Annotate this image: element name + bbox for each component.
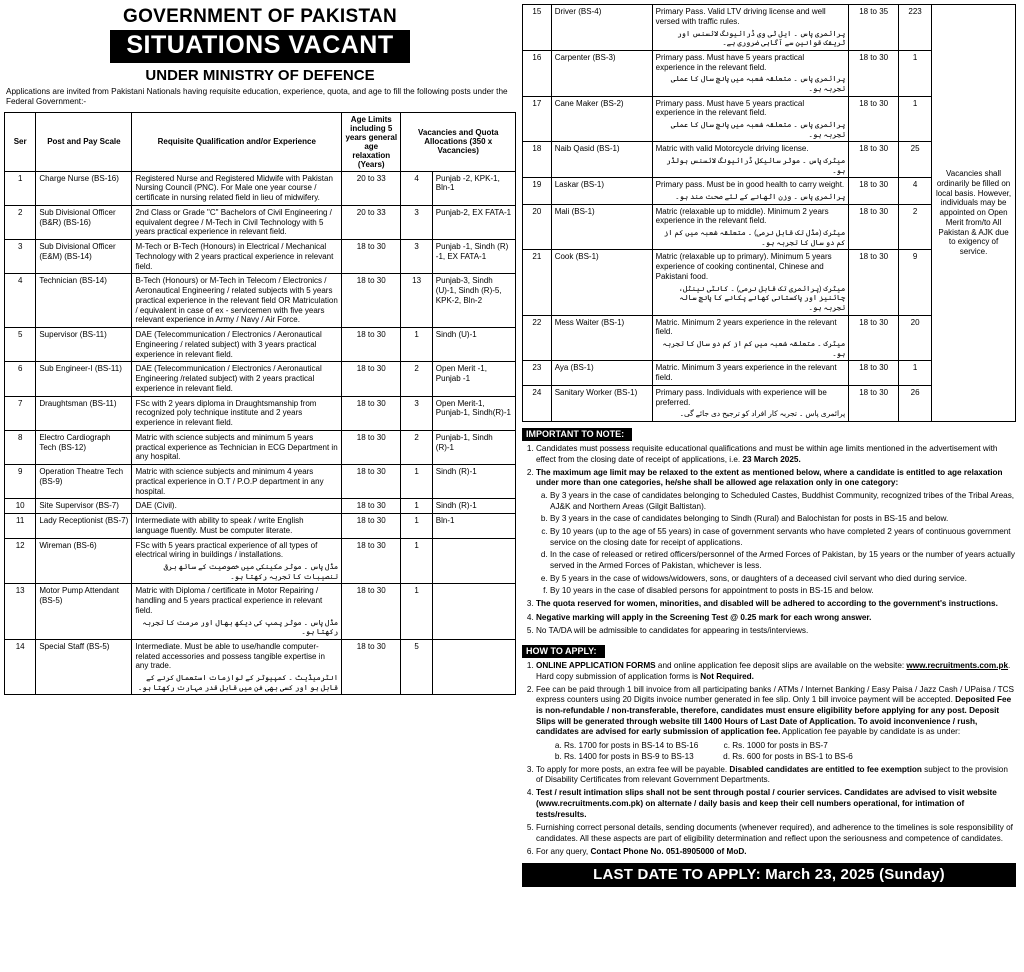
important-item-5: 5. No TA/DA will be admissible to candidates for appearing in tests/interviews. (536, 626, 1016, 637)
cell-vacancies: 26 (899, 385, 932, 421)
important-heading: IMPORTANT TO NOTE: (522, 428, 632, 441)
apply-item-3: 3. To apply for more posts, an extra fee will be payable. Disabled candidates are entitled to fee exemption subject to the provision of Disability Certificates from relevant Government Departments. (536, 765, 1016, 786)
cell-age: 18 to 30 (342, 274, 401, 328)
cell-age: 18 to 30 (342, 240, 401, 274)
cell-ser: 9 (5, 465, 36, 499)
cell-post: Charge Nurse (BS-16) (36, 171, 132, 205)
cell-quota: Open Merit -1, Punjab -1 (432, 362, 515, 396)
cell-ser: 8 (5, 430, 36, 464)
cell-age: 18 to 30 (342, 396, 401, 430)
apply-item-1: 1. ONLINE APPLICATION FORMS and online application fee deposit slips are available on the website: www.recruitments.com.pk. Hard copy submission of application forms is Not Required. (536, 661, 1016, 682)
cell-vacancies: 1 (401, 584, 432, 640)
cell-req: M-Tech or B-Tech (Honours) in Electrical / Mechanical Technology with 2 years practical experience in relevant field. (132, 240, 342, 274)
last-date-banner: LAST DATE TO APPLY: March 23, 2025 (Sunday) (522, 863, 1016, 887)
cell-ser: 2 (5, 205, 36, 239)
cell-req: Matric with science subjects and minimum 5 years practical experience as Technician in ECG Department in any hospital. (132, 430, 342, 464)
cell-req-urdu: پرائمری پاس ۔ متعلقہ شعبہ میں پانچ سال کا عملی تجربہ ہو۔ (670, 120, 846, 139)
cell-req: Matric (relaxable up to middle). Minimum 2 years experience in the relevant field. میٹرک (مڈل تک قابل نرمی) ۔ متعلقہ شعبہ میں کم از کم دو سال کا تجربہ ہو۔ (652, 204, 849, 250)
cell-ser: 19 (523, 178, 552, 204)
cell-ser: 13 (5, 584, 36, 640)
cell-ser: 11 (5, 514, 36, 539)
cell-post: Laskar (BS-1) (551, 178, 652, 204)
fee-list-right (732, 740, 853, 762)
cell-age: 18 to 30 (342, 465, 401, 499)
cell-ser: 12 (5, 538, 36, 584)
fee-table (552, 740, 1016, 762)
cell-req-urdu: پرائمری پاس ۔ تجربہ کار افراد کو ترجیح دی جائے گی۔ (679, 409, 846, 419)
cell-req-urdu: پرائمری پاس ۔ وزن اٹھانے کے لئے صحت مند ہو۔ (675, 192, 846, 201)
cell-post: Lady Receptionist (BS-7) (36, 514, 132, 539)
fee-a: a. Rs. 1700 for posts in BS-14 to BS-16 (564, 740, 698, 751)
cell-vacancies: 1 (899, 96, 932, 142)
cell-post: Technician (BS-14) (36, 274, 132, 328)
cell-post: Site Supervisor (BS-7) (36, 499, 132, 514)
table-header-row (5, 112, 516, 171)
posts-table-right (522, 4, 1016, 422)
situations-vacant-banner: SITUATIONS VACANT (110, 30, 409, 63)
cell-req: DAE (Telecommunication / Electronics / Aeronautical Engineering / related subject) with 3 years practical experience in relevant field. (132, 328, 342, 362)
cell-quota: Punjab-1, Sindh (R)-1 (432, 430, 515, 464)
document-header (4, 6, 516, 84)
cell-vacancies: 3 (401, 205, 432, 239)
table-row (5, 514, 516, 539)
cell-req: Primary pass. Individuals with experience will be preferred. پرائمری پاس ۔ تجربہ کار افراد کو ترجیح دی جائے گی۔ (652, 385, 849, 421)
cell-req: Intermediate with ability to speak / write English language fluently. Must be computer literate. (132, 514, 342, 539)
table-row (5, 584, 516, 640)
cell-post: Motor Pump Attendant (BS-5) (36, 584, 132, 640)
important-list (536, 444, 1016, 637)
cell-age: 18 to 30 (849, 315, 899, 361)
table-row (5, 538, 516, 584)
cell-ser: 20 (523, 204, 552, 250)
cell-quota: Punjab -2, KPK-1, Bln-1 (432, 171, 515, 205)
cell-age: 20 to 33 (342, 205, 401, 239)
cell-quota: Punjab -1, Sindh (R) -1, EX FATA-1 (432, 240, 515, 274)
cell-req: B-Tech (Honours) or M-Tech in Telecom / Electronics / Aeronautical Engineering / related subjects with 5 years practical experience in the relevant field OR Matriculation / equivalent in case of ex - servicemen with five years relevant experience in Army / Navy / Air Force. (132, 274, 342, 328)
cell-post: Mali (BS-1) (551, 204, 652, 250)
cell-post: Mess Waiter (BS-1) (551, 315, 652, 361)
cell-ser: 22 (523, 315, 552, 361)
ministry-subtitle: UNDER MINISTRY OF DEFENCE (145, 67, 375, 84)
th-post: Post and Pay Scale (36, 112, 132, 171)
cell-age: 18 to 30 (849, 361, 899, 386)
cell-req: FSc with 5 years practical experience of all types of electrical wiring in buildings / installations. مڈل پاس ۔ موٹر مکینکی میں خصوصیت کے ساتھ برقی تنصیبات کا تجربہ رکھتا ہو۔ (132, 538, 342, 584)
apply-item-2: 2. Fee can be paid through 1 bill invoice from all participating banks / ATMs / Internet Banking / Easy Paisa / Jazz Cash / UPaisa / TCS express counters using 20 Digits invoice number generated in fee slip. Only 1 bill invoice payment will be accepted. Deposited Fee is non-refundable / non-transferable, therefore, candidates must ensure eligibility before applying for any post. Deposit Slips will be generated through website till 1400 Hours of Last Date of Application. To avoid inconvenience / rush, candidates are advised for early submission of application fee. Application fee payable by candidate is as under: a. Rs. 1700 for posts in BS-14 to BS-16 b. Rs. 1400 for posts in BS-9 to BS-13 c. Rs. 1000 for posts in BS-7 d. Rs. 600 for posts in BS-1 to BS-6 (536, 685, 1016, 762)
cell-post: Sub Engineer-I (BS-11) (36, 362, 132, 396)
cell-ser: 23 (523, 361, 552, 386)
cell-post: Sub Divisional Officer (E&M) (BS-14) (36, 240, 132, 274)
cell-ser: 14 (5, 639, 36, 695)
cell-vacancies: 1 (899, 361, 932, 386)
cell-vacancies: 1 (899, 50, 932, 96)
relax-e: e. By 5 years in the case of widows/widowers, sons, or daughters of a deceased civil servant who died during service. (550, 574, 1016, 585)
cell-ser: 17 (523, 96, 552, 142)
table-row (5, 274, 516, 328)
cell-age: 18 to 30 (342, 328, 401, 362)
relax-c: c. By 10 years (up to the age of 55 years) in case of government servants who have completed 2 years of continuous government service on the closing date for receipt of applications. (550, 527, 1016, 548)
cell-req: Primary pass. Must be in good health to carry weight. پرائمری پاس ۔ وزن اٹھانے کے لئے صحت مند ہو۔ (652, 178, 849, 204)
cell-req: 2nd Class or Grade "C" Bachelors of Civil Engineering / equivalent degree / M-Tech in Civil Technology with 5 years practical experience in relevant field. (132, 205, 342, 239)
cell-age: 18 to 35 (849, 5, 899, 51)
cell-req: DAE (Civil). (132, 499, 342, 514)
apply-item-4: 4. Test / result intimation slips shall not be sent through postal / courier services. Candidates are advised to visit website (www.recruitments.com.pk) on alternate / daily basis and keep their cell numbers operational, for intimation of tests/results. (536, 788, 1016, 820)
fee-list-left (564, 740, 698, 762)
th-req: Requisite Qualification and/or Experience (132, 112, 342, 171)
fee-d: d. Rs. 600 for posts in BS-1 to BS-6 (732, 751, 853, 762)
cell-vacancies: 1 (401, 328, 432, 362)
important-item-3: 3. The quota reserved for women, minorities, and disabled will be adhered to according to the government's instructions. (536, 599, 1016, 610)
cell-ser: 6 (5, 362, 36, 396)
relax-f: f. By 10 years in the case of disabled persons for appointment to posts in BS-15 and below. (550, 586, 1016, 597)
cell-age: 18 to 30 (342, 362, 401, 396)
table-row (5, 328, 516, 362)
cell-req-urdu: میٹرک (پرائمری تک قابل نرمی) ۔ کانٹی نینٹل، چائنیز اور پاکستانی کھانے پکانے کا پانچ سالہ تجربہ ہو۔ (678, 283, 846, 312)
cell-ser: 3 (5, 240, 36, 274)
cell-req: Registered Nurse and Registered Midwife with Pakistan Nursing Council (PNC). For Male one year course / certificate in nursing related field in lieu of midwifery. (132, 171, 342, 205)
relax-d: d. In the case of released or retired officers/personnel of the Armed Forces of Pakistan, by 15 years or the number of years actually served in the Armed Forces of Pakistan, whichever is less. (550, 550, 1016, 571)
cell-post: Cook (BS-1) (551, 250, 652, 315)
cell-post: Aya (BS-1) (551, 361, 652, 386)
apply-item-6: 6. For any query, Contact Phone No. 051-8905000 of MoD. (536, 847, 1016, 858)
important-item-2: 2. The maximum age limit may be relaxed to the extent as mentioned below, where a candidate is entitled to age relaxation under more than one categories, he/she shall be allowed age relaxation only in one category: a. By 3 years in the case of candidates belonging to Scheduled Castes, Buddhist Community, recognized tribes of the Tribal Areas, AJ&K and Northern Areas (Gilgit Baltistan). b. By 3 years in the case of candidates belonging to Sindh (Rural) and Balochistan for posts in BS-15 and below. c. By 10 years (up to the age of 55 years) in case of government servants who have completed 2 years of continuous government service on the closing date for receipt of applications. d. In the case of released or retired officers/personnel of the Armed Forces of Pakistan, by 15 years or the number of years actually served in the Armed Forces of Pakistan, whichever is less. e. By 5 years in the case of widows/widowers, sons, or daughters of a deceased civil servant who died during service. f. By 10 years in the case of disabled persons for appointment to posts in BS-15 and below. (536, 468, 1016, 597)
cell-post: Cane Maker (BS-2) (551, 96, 652, 142)
cell-quota: Sindh (U)-1 (432, 328, 515, 362)
cell-vacancies: 4 (899, 178, 932, 204)
cell-age: 18 to 30 (342, 538, 401, 584)
important-item-4: 4. Negative marking will apply in the Screening Test @ 0.25 mark for each wrong answer. (536, 613, 1016, 624)
cell-ser: 4 (5, 274, 36, 328)
cell-vacancies: 13 (401, 274, 432, 328)
right-column (522, 4, 1016, 968)
table-row (5, 171, 516, 205)
cell-post: Special Staff (BS-5) (36, 639, 132, 695)
cell-req-urdu: میٹرک ۔ متعلقہ شعبہ میں کم از کم دو سال کا تجربہ ہو۔ (662, 339, 846, 358)
left-column (4, 4, 516, 968)
cell-age: 18 to 30 (342, 430, 401, 464)
cell-age: 18 to 30 (342, 584, 401, 640)
cell-quota: Bln-1 (432, 514, 515, 539)
cell-quota: Punjab-3, Sindh (U)-1, Sindh (R)-5, KPK-2, Bln-2 (432, 274, 515, 328)
cell-quota (432, 639, 515, 695)
recruitments-website-link[interactable]: www.recruitments.com.pk (906, 660, 1009, 670)
cell-quota (432, 584, 515, 640)
cell-age: 18 to 30 (849, 204, 899, 250)
cell-quota: Sindh (R)-1 (432, 465, 515, 499)
cell-req-urdu: میٹرک پاس ۔ موٹر سائیکل ڈرائیونگ لائسنس ہولڈر ہو۔ (666, 156, 846, 175)
age-relaxation-sublist (550, 491, 1016, 597)
cell-req: Matric. Minimum 3 years experience in the relevant field. (652, 361, 849, 386)
th-age: Age Limits including 5 years general age relaxation (Years) (342, 112, 401, 171)
cell-req: Matric with Diploma / certificate in Motor Repairing / handling and 5 years practical experience in relevant field. مڈل پاس ۔ موٹر پمپ کی دیکھ بھال اور مرمت کا تجربہ رکھتا ہو۔ (132, 584, 342, 640)
cell-vacancies: 1 (401, 465, 432, 499)
relax-b: b. By 3 years in the case of candidates belonging to Sindh (Rural) and Balochistan for posts in BS-15 and below. (550, 514, 1016, 525)
cell-ser: 24 (523, 385, 552, 421)
important-item-1: 1. Candidates must possess requisite educational qualifications and must be within age limits mentioned in the advertisement with effect from the closing date of receipt of applications, i.e. 23 March 2025. (536, 444, 1016, 465)
cell-post: Electro Cardiograph Tech (BS-12) (36, 430, 132, 464)
cell-post: Draughtsman (BS-11) (36, 396, 132, 430)
cell-post: Carpenter (BS-3) (551, 50, 652, 96)
cell-req: Primary pass. Must have 5 years practical experience in the relevant field. پرائمری پاس ۔ متعلقہ شعبہ میں پانچ سال کا عملی تجربہ ہو۔ (652, 96, 849, 142)
fee-b: b. Rs. 1400 for posts in BS-9 to BS-13 (564, 751, 698, 762)
cell-age: 18 to 30 (849, 385, 899, 421)
cell-age: 18 to 30 (849, 142, 899, 178)
cell-req-urdu: مڈل پاس ۔ موٹر پمپ کی دیکھ بھال اور مرمت کا تجربہ رکھتا ہو۔ (142, 617, 339, 637)
cell-vacancies: 1 (401, 499, 432, 514)
cell-age: 18 to 30 (849, 96, 899, 142)
cell-quota: Sindh (R)-1 (432, 499, 515, 514)
cell-req: FSc with 2 years diploma in Draughtsmanship from recognized poly technique institute and 2 years experience in relevant field. (132, 396, 342, 430)
cell-vacancies: 9 (899, 250, 932, 315)
cell-age: 18 to 30 (342, 639, 401, 695)
cell-ser: 5 (5, 328, 36, 362)
table-row (5, 362, 516, 396)
cell-req-urdu: پرائمری پاس ۔ متعلقہ شعبہ میں پانچ سال کا عملی تجربہ ہو۔ (670, 74, 846, 93)
table-row (5, 240, 516, 274)
cell-age: 18 to 30 (342, 514, 401, 539)
cell-req: Matric. Minimum 2 years experience in the relevant field. میٹرک ۔ متعلقہ شعبہ میں کم از کم دو سال کا تجربہ ہو۔ (652, 315, 849, 361)
cell-post: Wireman (BS-6) (36, 538, 132, 584)
cell-age: 20 to 33 (342, 171, 401, 205)
cell-req: Matric with science subjects and minimum 4 years practical experience in O.T / P.O.P department in any hospital. (132, 465, 342, 499)
table-row (5, 396, 516, 430)
cell-req: Primary pass. Must have 5 years practical experience in the relevant field. پرائمری پاس ۔ متعلقہ شعبہ میں پانچ سال کا عملی تجربہ ہو۔ (652, 50, 849, 96)
how-to-apply-list (536, 661, 1016, 857)
cell-ser: 16 (523, 50, 552, 96)
cell-vacancies: 25 (899, 142, 932, 178)
cell-vacancies: 5 (401, 639, 432, 695)
cell-quota: Punjab-2, EX FATA-1 (432, 205, 515, 239)
cell-req: Intermediate. Must be able to use/handle computer-related accessories and possess tangible expertise in any trade. انٹرمیڈیٹ ۔ کمپیوٹر کے لوازمات استعمال کرنے کے قابل ہو اور کسی بھی فن میں قابل قدر مہارت رکھتا ہو۔ (132, 639, 342, 695)
cell-vacancies: 2 (401, 430, 432, 464)
cell-ser: 1 (5, 171, 36, 205)
cell-vacancies: 20 (899, 315, 932, 361)
cell-ser: 21 (523, 250, 552, 315)
th-ser: Ser (5, 112, 36, 171)
cell-vacancies: 3 (401, 240, 432, 274)
posts-table-left (4, 112, 516, 696)
cell-req: Matric with valid Motorcycle driving license. میٹرک پاس ۔ موٹر سائیکل ڈرائیونگ لائسنس ہولڈر ہو۔ (652, 142, 849, 178)
table-row (5, 639, 516, 695)
cell-vacancies: 3 (401, 396, 432, 430)
intro-paragraph: Applications are invited from Pakistani Nationals having requisite education, experience, quota, and age to fill the following posts under the Federal Government:- (6, 87, 508, 107)
how-to-apply-heading: HOW TO APPLY: (522, 645, 605, 658)
fee-c: c. Rs. 1000 for posts in BS-7 (732, 740, 853, 751)
cell-vacancies: 2 (401, 362, 432, 396)
relax-a: a. By 3 years in the case of candidates belonging to Scheduled Castes, Buddhist Community, recognized tribes of the Tribal Areas, AJ&K and Northern Areas (Gilgit Baltistan). (550, 491, 1016, 512)
table-row (5, 465, 516, 499)
table-row (523, 5, 1016, 51)
page-title: GOVERNMENT OF PAKISTAN (122, 6, 397, 27)
cell-age: 18 to 30 (849, 178, 899, 204)
cell-age: 18 to 30 (849, 250, 899, 315)
cell-req: Primary Pass. Valid LTV driving license and well versed with traffic rules. پرائمری پاس ۔ ایل ٹی وی ڈرائیونگ لائسنس اور ٹریفک قوانین سے آگاہی ضروری ہے۔ (652, 5, 849, 51)
cell-post: Operation Theatre Tech (BS-9) (36, 465, 132, 499)
cell-side-note: Vacancies shall ordinarily be filled on local basis. However, individuals may be appointed on Open Merit from/to All Pakistan & AJK due to exigency of service. (932, 5, 1016, 422)
table-row (5, 499, 516, 514)
cell-age: 18 to 30 (342, 499, 401, 514)
cell-quota: Open Merit-1, Punjab-1, Sindh(R)-1 (432, 396, 515, 430)
th-vacancies: Vacancies and Quota Allocations (350 x Vacancies) (401, 112, 516, 171)
table-row (5, 430, 516, 464)
apply-item-5: 5. Furnishing correct personal details, sending documents (whenever required), and adherence to the timelines is sole responsibility of candidates. All these aspects are part of eligibility determination and reflect upon the seriousness and competence of candidates. (536, 823, 1016, 844)
cell-post: Driver (BS-4) (551, 5, 652, 51)
cell-ser: 10 (5, 499, 36, 514)
cell-ser: 7 (5, 396, 36, 430)
table-row (5, 205, 516, 239)
cell-vacancies: 4 (401, 171, 432, 205)
cell-post: Sanitary Worker (BS-1) (551, 385, 652, 421)
cell-req-urdu: مڈل پاس ۔ موٹر مکینکی میں خصوصیت کے ساتھ برقی تنصیبات کا تجربہ رکھتا ہو۔ (163, 562, 339, 581)
cell-quota (432, 538, 515, 584)
cell-post: Supervisor (BS-11) (36, 328, 132, 362)
cell-req-urdu: پرائمری پاس ۔ ایل ٹی وی ڈرائیونگ لائسنس اور ٹریفک قوانین سے آگاہی ضروری ہے۔ (677, 28, 846, 48)
cell-vacancies: 223 (899, 5, 932, 51)
cell-post: Naib Qasid (BS-1) (551, 142, 652, 178)
cell-req: DAE (Telecommunication / Electronics / Aeronautical Engineering /related subject) with 2 years practical experience in relevant field. (132, 362, 342, 396)
cell-req-urdu: میٹرک (مڈل تک قابل نرمی) ۔ متعلقہ شعبہ میں کم از کم دو سال کا تجربہ ہو۔ (663, 228, 846, 247)
cell-req: Matric (relaxable up to primary). Minimum 5 years experience of cooking continental, Chinese and Pakistani food. میٹرک (پرائمری تک قابل نرمی) ۔ کانٹی نینٹل، چائنیز اور پاکستانی کھانے پکانے کا پانچ سالہ تجربہ ہو۔ (652, 250, 849, 315)
cell-vacancies: 1 (401, 538, 432, 584)
cell-ser: 15 (523, 5, 552, 51)
cell-age: 18 to 30 (849, 50, 899, 96)
cell-vacancies: 2 (899, 204, 932, 250)
cell-ser: 18 (523, 142, 552, 178)
cell-vacancies: 1 (401, 514, 432, 539)
cell-req-urdu: انٹرمیڈیٹ ۔ کمپیوٹر کے لوازمات استعمال کرنے کے قابل ہو اور کسی بھی فن میں قابل قدر مہارت رکھتا ہو۔ (137, 673, 339, 692)
cell-post: Sub Divisional Officer (B&R) (BS-16) (36, 205, 132, 239)
